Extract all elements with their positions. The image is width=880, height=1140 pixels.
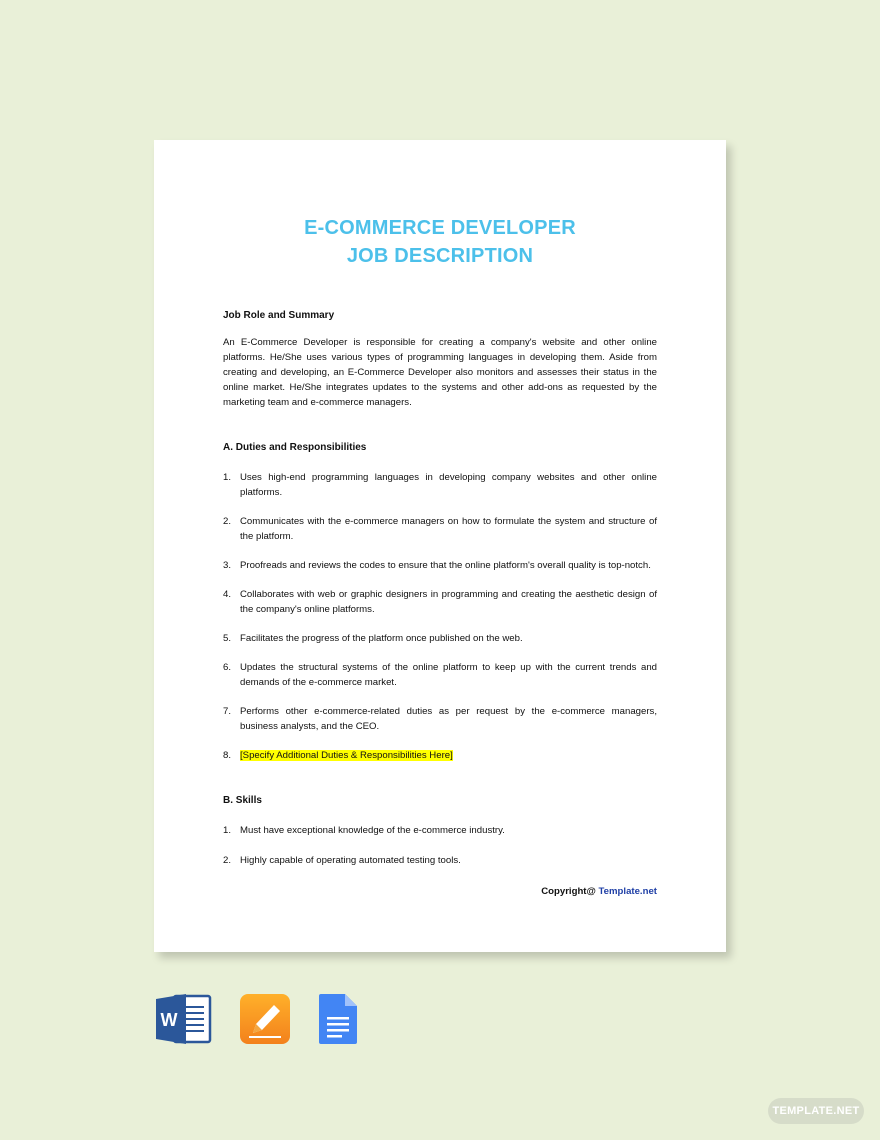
placeholder-highlight: [Specify Additional Duties & Responsibilities Here] xyxy=(240,750,453,761)
list-item xyxy=(223,660,657,690)
skills-list xyxy=(223,823,657,868)
list-item xyxy=(223,514,657,544)
duties-list xyxy=(223,470,657,763)
summary-heading: Job Role and Summary xyxy=(223,310,335,321)
copyright-prefix: Copyright@ xyxy=(541,886,599,897)
list-item xyxy=(223,558,657,573)
list-item xyxy=(223,631,657,646)
list-text: Collaborates with web or graphic designers in programming and creating the aesthetic design of the company's online platforms. xyxy=(240,589,657,615)
list-number: 3. xyxy=(223,560,232,571)
document-body xyxy=(223,308,657,899)
document-page xyxy=(154,140,726,952)
list-text: Performs other e-commerce-related duties as per request by the e-commerce managers, business analysts, and the CEO. xyxy=(240,706,657,732)
list-item xyxy=(223,823,657,838)
document-title xyxy=(154,214,726,270)
list-item xyxy=(223,587,657,617)
list-item xyxy=(223,470,657,500)
list-number: 5. xyxy=(223,633,232,644)
skills-heading: B. Skills xyxy=(223,795,262,806)
list-number: 6. xyxy=(223,662,232,673)
title-line-2: JOB DESCRIPTION xyxy=(346,245,534,267)
list-text xyxy=(240,748,657,763)
list-item xyxy=(223,704,657,734)
google-docs-icon[interactable] xyxy=(318,993,358,1045)
list-number: 2. xyxy=(223,855,232,866)
list-text: Proofreads and reviews the codes to ensure that the online platform's overall quality is top-notch. xyxy=(240,560,651,571)
pages-icon[interactable] xyxy=(239,993,291,1045)
word-icon[interactable] xyxy=(154,993,212,1045)
list-number: 1. xyxy=(223,825,232,836)
list-number: 7. xyxy=(223,706,232,717)
list-item xyxy=(223,853,657,868)
list-text: Communicates with the e-commerce managers on how to formulate the system and structure of the platform. xyxy=(240,516,657,542)
list-number: 4. xyxy=(223,589,232,600)
list-text: Highly capable of operating automated testing tools. xyxy=(240,855,461,866)
list-number: 8. xyxy=(223,750,232,761)
list-number: 2. xyxy=(223,516,232,527)
copyright-brand-link[interactable]: Template.net xyxy=(598,886,657,897)
duties-heading: A. Duties and Responsibilities xyxy=(223,442,367,453)
copyright-line xyxy=(223,884,657,899)
list-item xyxy=(223,748,657,763)
list-text: Uses high-end programming languages in developing company websites and other online platforms. xyxy=(240,472,657,498)
list-text: Must have exceptional knowledge of the e-commerce industry. xyxy=(240,825,505,836)
list-text: Updates the structural systems of the online platform to keep up with the current trends and demands of the e-commerce market. xyxy=(240,662,657,688)
list-text: Facilitates the progress of the platform once published on the web. xyxy=(240,633,523,644)
word-icon-letter: W xyxy=(160,1010,178,1030)
document-preview xyxy=(154,140,726,952)
title-line-1: E-COMMERCE DEVELOPER xyxy=(304,217,576,239)
list-number: 1. xyxy=(223,472,232,483)
template-net-watermark: TEMPLATE.NET xyxy=(768,1098,864,1124)
summary-paragraph: An E-Commerce Developer is responsible for creating a company's website and other online platforms. He/She uses various types of programming languages in developing them. Aside from creating and developing, an E-Commerce Developer also monitors and assesses their status in the online market. He/She integrates updates to the systems and other add-ons as requested by the marketing team and e-commerce managers. xyxy=(223,337,657,408)
